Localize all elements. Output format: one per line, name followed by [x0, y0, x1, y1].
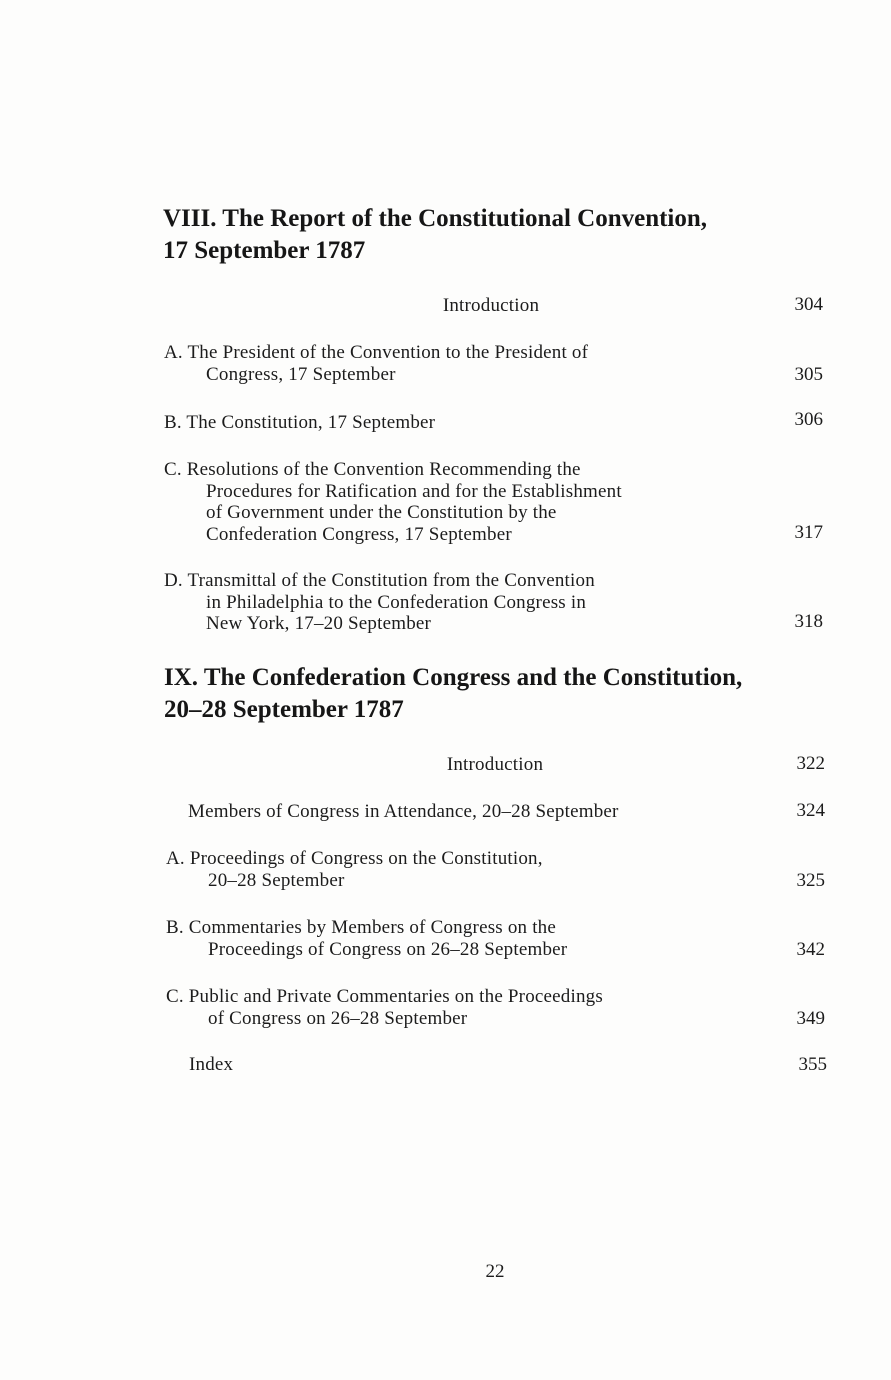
section-viii-entry-d-page: 318: [794, 611, 823, 632]
section-viii-entry-d: [164, 570, 595, 635]
page-number: 22: [485, 1261, 505, 1282]
entry-line: New York, 17–20 September: [206, 613, 432, 634]
index-label: Index: [189, 1054, 234, 1075]
entry-line: A. Proceedings of Congress on the Constitution,: [166, 848, 543, 869]
section-viii-introduction-label: Introduction: [442, 295, 540, 316]
section-viii-entry-c-page: 317: [794, 522, 823, 543]
section-viii-entry-b-page: 306: [794, 409, 823, 430]
section-ix-heading: [164, 662, 742, 726]
entry-line: B. Commentaries by Members of Congress on the: [166, 917, 557, 938]
section-ix-entry-a-page: 325: [796, 870, 825, 891]
section-ix-entry-c-page: 349: [796, 1008, 825, 1029]
entry-line: of Government under the Constitution by the: [206, 502, 557, 523]
section-ix-introduction-page: 322: [796, 753, 825, 774]
section-viii-entry-a-page: 305: [794, 364, 823, 385]
section-viii-entry-b: [164, 412, 435, 434]
section-viii-heading-line2: 17 September 1787: [163, 237, 366, 264]
entry-line: Confederation Congress, 17 September: [206, 523, 512, 545]
entry-line: B. The Constitution, 17 September: [164, 412, 436, 433]
entry-line: D. Transmittal of the Constitution from the Convention: [164, 570, 595, 591]
section-ix-members-page: 324: [796, 800, 825, 821]
index-page: 355: [798, 1054, 827, 1075]
entry-line: Proceedings of Congress on 26–28 September: [208, 938, 568, 960]
section-ix-heading-line1: IX. The Confederation Congress and the Constitution,: [164, 664, 743, 691]
section-ix-introduction-label: Introduction: [446, 754, 544, 775]
section-viii-entry-a: [164, 342, 588, 385]
entry-line: A. The President of the Convention to the President of: [164, 342, 589, 363]
entry-line: in Philadelphia to the Confederation Congress in: [206, 591, 587, 613]
entry-line: of Congress on 26–28 September: [208, 1007, 468, 1029]
section-ix-heading-line2: 20–28 September 1787: [164, 696, 404, 723]
section-ix-entry-b: [166, 917, 567, 960]
section-viii-heading-line1: VIII. The Report of the Constitutional Convention,: [163, 205, 708, 232]
entry-line: C. Resolutions of the Convention Recommending the: [164, 459, 581, 480]
section-viii-entry-c: [164, 459, 622, 545]
section-ix-entry-a: [166, 848, 543, 891]
entry-line: Procedures for Ratification and for the Establishment: [206, 480, 622, 502]
entry-line: Congress, 17 September: [206, 363, 396, 385]
entry-line: 20–28 September: [208, 869, 345, 891]
section-ix-members-label: Members of Congress in Attendance, 20–28 September: [188, 801, 619, 822]
section-ix-entry-c: [166, 986, 603, 1029]
section-viii-introduction-page: 304: [794, 294, 823, 315]
entry-line: C. Public and Private Commentaries on the Proceedings: [166, 986, 603, 1007]
section-viii-heading: [163, 203, 707, 267]
section-ix-entry-b-page: 342: [796, 939, 825, 960]
